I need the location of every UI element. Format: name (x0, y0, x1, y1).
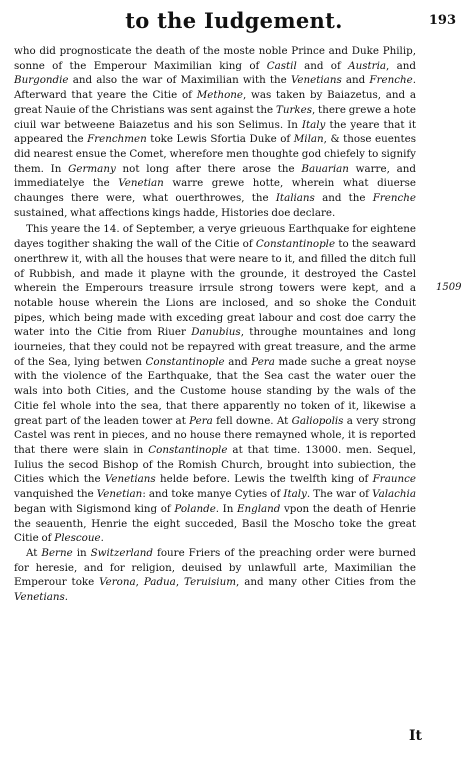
text-run: This yeare the 14. of September, a verye grieuous Earthquake for eightene dayes togither shaking the wall of the Citie of (14, 223, 416, 251)
text-run: helde before. Lewis the twelfth king of (155, 473, 373, 486)
text-run: a very strong Castel was rent in pieces, and no house there remayned whole, it is reported that there were slain in (14, 414, 416, 456)
catchword: It (408, 728, 422, 744)
text-run: at that time. 13000. men. Sequel, Iulius the secod Bishop of the Romish Church, brought into subiection, the Cities which the (14, 443, 417, 486)
proper-noun: Frenche (372, 192, 416, 205)
running-head (0, 6, 468, 36)
text-run: warre grewe hotte, wherein what diuerse chaunges there were, what ouerthrowes, the (14, 177, 416, 205)
proper-noun: Constantinople (255, 238, 336, 251)
text-run: . The war of (306, 488, 373, 501)
proper-noun: England (236, 502, 281, 515)
text-run: began with Sigismond king of (14, 502, 175, 515)
proper-noun: Constantinople (148, 443, 228, 456)
proper-noun: Fraunce (372, 473, 416, 486)
running-title: to the Iudgement. (125, 8, 343, 33)
proper-noun: Danubius (191, 326, 241, 339)
paragraph-berne-friers (14, 546, 416, 605)
text-run: and also the war of Maximilian with the (68, 74, 291, 87)
proper-noun: Austria (348, 59, 387, 72)
text-run: , was taken by Baiazetus, and a great Nauie of the Christians was sent against the (14, 89, 416, 116)
proper-noun: Italians (275, 192, 315, 205)
proper-noun: Verona (99, 576, 136, 589)
proper-noun: Berne (41, 546, 73, 559)
proper-noun: Venetians (104, 473, 156, 486)
text-run: foure Friers of the preaching order were burned for heresie, and for religion, deuised by unlawfull arte, Maximilian the Emperour toke (14, 546, 416, 589)
text-run: and of (296, 59, 349, 72)
proper-noun: Milan (293, 133, 324, 146)
text-run: and (224, 355, 252, 368)
text-run: . Afterward that yeare the Citie of (14, 74, 416, 102)
text-run: At (26, 546, 42, 559)
text-run: , & those euentes did nearest ensue the Comet, wherefore men thoughte god chiefely to signify them. In (14, 133, 416, 175)
paragraph-earthquake (14, 222, 416, 545)
proper-noun: Frenche (369, 74, 413, 87)
text-run: . (100, 532, 104, 545)
proper-noun: Valachia (372, 488, 416, 501)
proper-noun: Germany (68, 162, 116, 175)
proper-noun: Turkes (275, 103, 312, 116)
margin-note-year: 1509 (436, 282, 462, 293)
text-run: fell downe. At (212, 414, 292, 427)
proper-noun: Burgondie (14, 74, 69, 87)
text-run: not long after there arose the (115, 162, 302, 175)
text-run: . In (215, 502, 237, 515)
text-run: and the (314, 192, 373, 205)
paragraph-comet-events (14, 44, 416, 220)
proper-noun: Polande (174, 502, 216, 515)
text-run: sustained, what affections kings hadde, Histories doe declare. (14, 206, 336, 219)
text-run: in (72, 546, 91, 559)
body-text (14, 44, 416, 605)
text-run: the yeare that it appeared the (14, 118, 416, 146)
text-run: vanquished the (14, 488, 97, 501)
text-run: , there grewe a hote ciuil war betweene Baiazetus and his son Selimus. In (14, 103, 417, 131)
proper-noun: Padua (143, 576, 176, 589)
text-run: , and (386, 59, 416, 72)
text-run: vpon the death of Henrie the seauenth, Henrie the eight succeded, Basil the Moscho toke the great Citie of (14, 502, 417, 545)
proper-noun: Constantinople (145, 355, 225, 368)
proper-noun: Methone (196, 89, 244, 102)
text-run: , (135, 576, 144, 589)
proper-noun: Italy (283, 488, 307, 501)
proper-noun: Pera (251, 355, 275, 368)
text-run: , and many other Cities from the (236, 576, 417, 589)
proper-noun: Teruisium (184, 576, 236, 589)
text-run: , throughe mountaines and long iourneies, that they could not be repayred with great treasure, and the arme of the Sea, lying betwen (14, 326, 416, 368)
proper-noun: Castil (266, 59, 297, 72)
proper-noun: Italy (301, 118, 326, 131)
text-run: who did prognosticate the death of the moste noble Prince and Duke Philip, sonne of the Emperour Maximilian king of (14, 45, 416, 72)
text-run: toke Lewis Sfortia Duke of (146, 133, 294, 146)
proper-noun: Venetians (14, 591, 65, 604)
proper-noun: Frenchmen (87, 133, 147, 146)
proper-noun: Venetians (290, 74, 342, 87)
proper-noun: Venetian (118, 177, 164, 190)
proper-noun: Plescoue (54, 532, 101, 545)
text-run: , (175, 576, 185, 589)
proper-noun: Pera (189, 414, 213, 427)
proper-noun: Switzerland (90, 546, 154, 559)
proper-noun: Bauarian (301, 162, 349, 175)
text-run: warre, and immediatelye the (14, 162, 416, 190)
text-run: made suche a great noyse with the violence of the Earthquake, that the Sea cast the water ouer the wals into both Cities, and the Custome house standing by the wals of the Citie fel whole into the sea, that there apparently no token of it, likewise a great part of the leaden tower at (14, 355, 416, 427)
text-run: and (341, 74, 370, 87)
text-run: : and toke manye Cyties of (142, 488, 284, 501)
proper-noun: Galiopolis (291, 414, 344, 427)
proper-noun: Venetian (96, 488, 143, 501)
text-run: to the seaward onerthrew it, with all the houses that were neare to it, and filled the ditch full of Rubbish, and made it playne with the grounde, it destroyed the Castel wherein the Emperours treasure irrsule strong towers were kept, and a notable house wherein the Lions are inclosed, and so shoke the Conduit pipes, which being made with exceding great labour and cost doe carry the water into the Citie from Riuer (14, 238, 416, 339)
page-number: 193 (428, 13, 456, 28)
text-run: . (64, 591, 69, 604)
